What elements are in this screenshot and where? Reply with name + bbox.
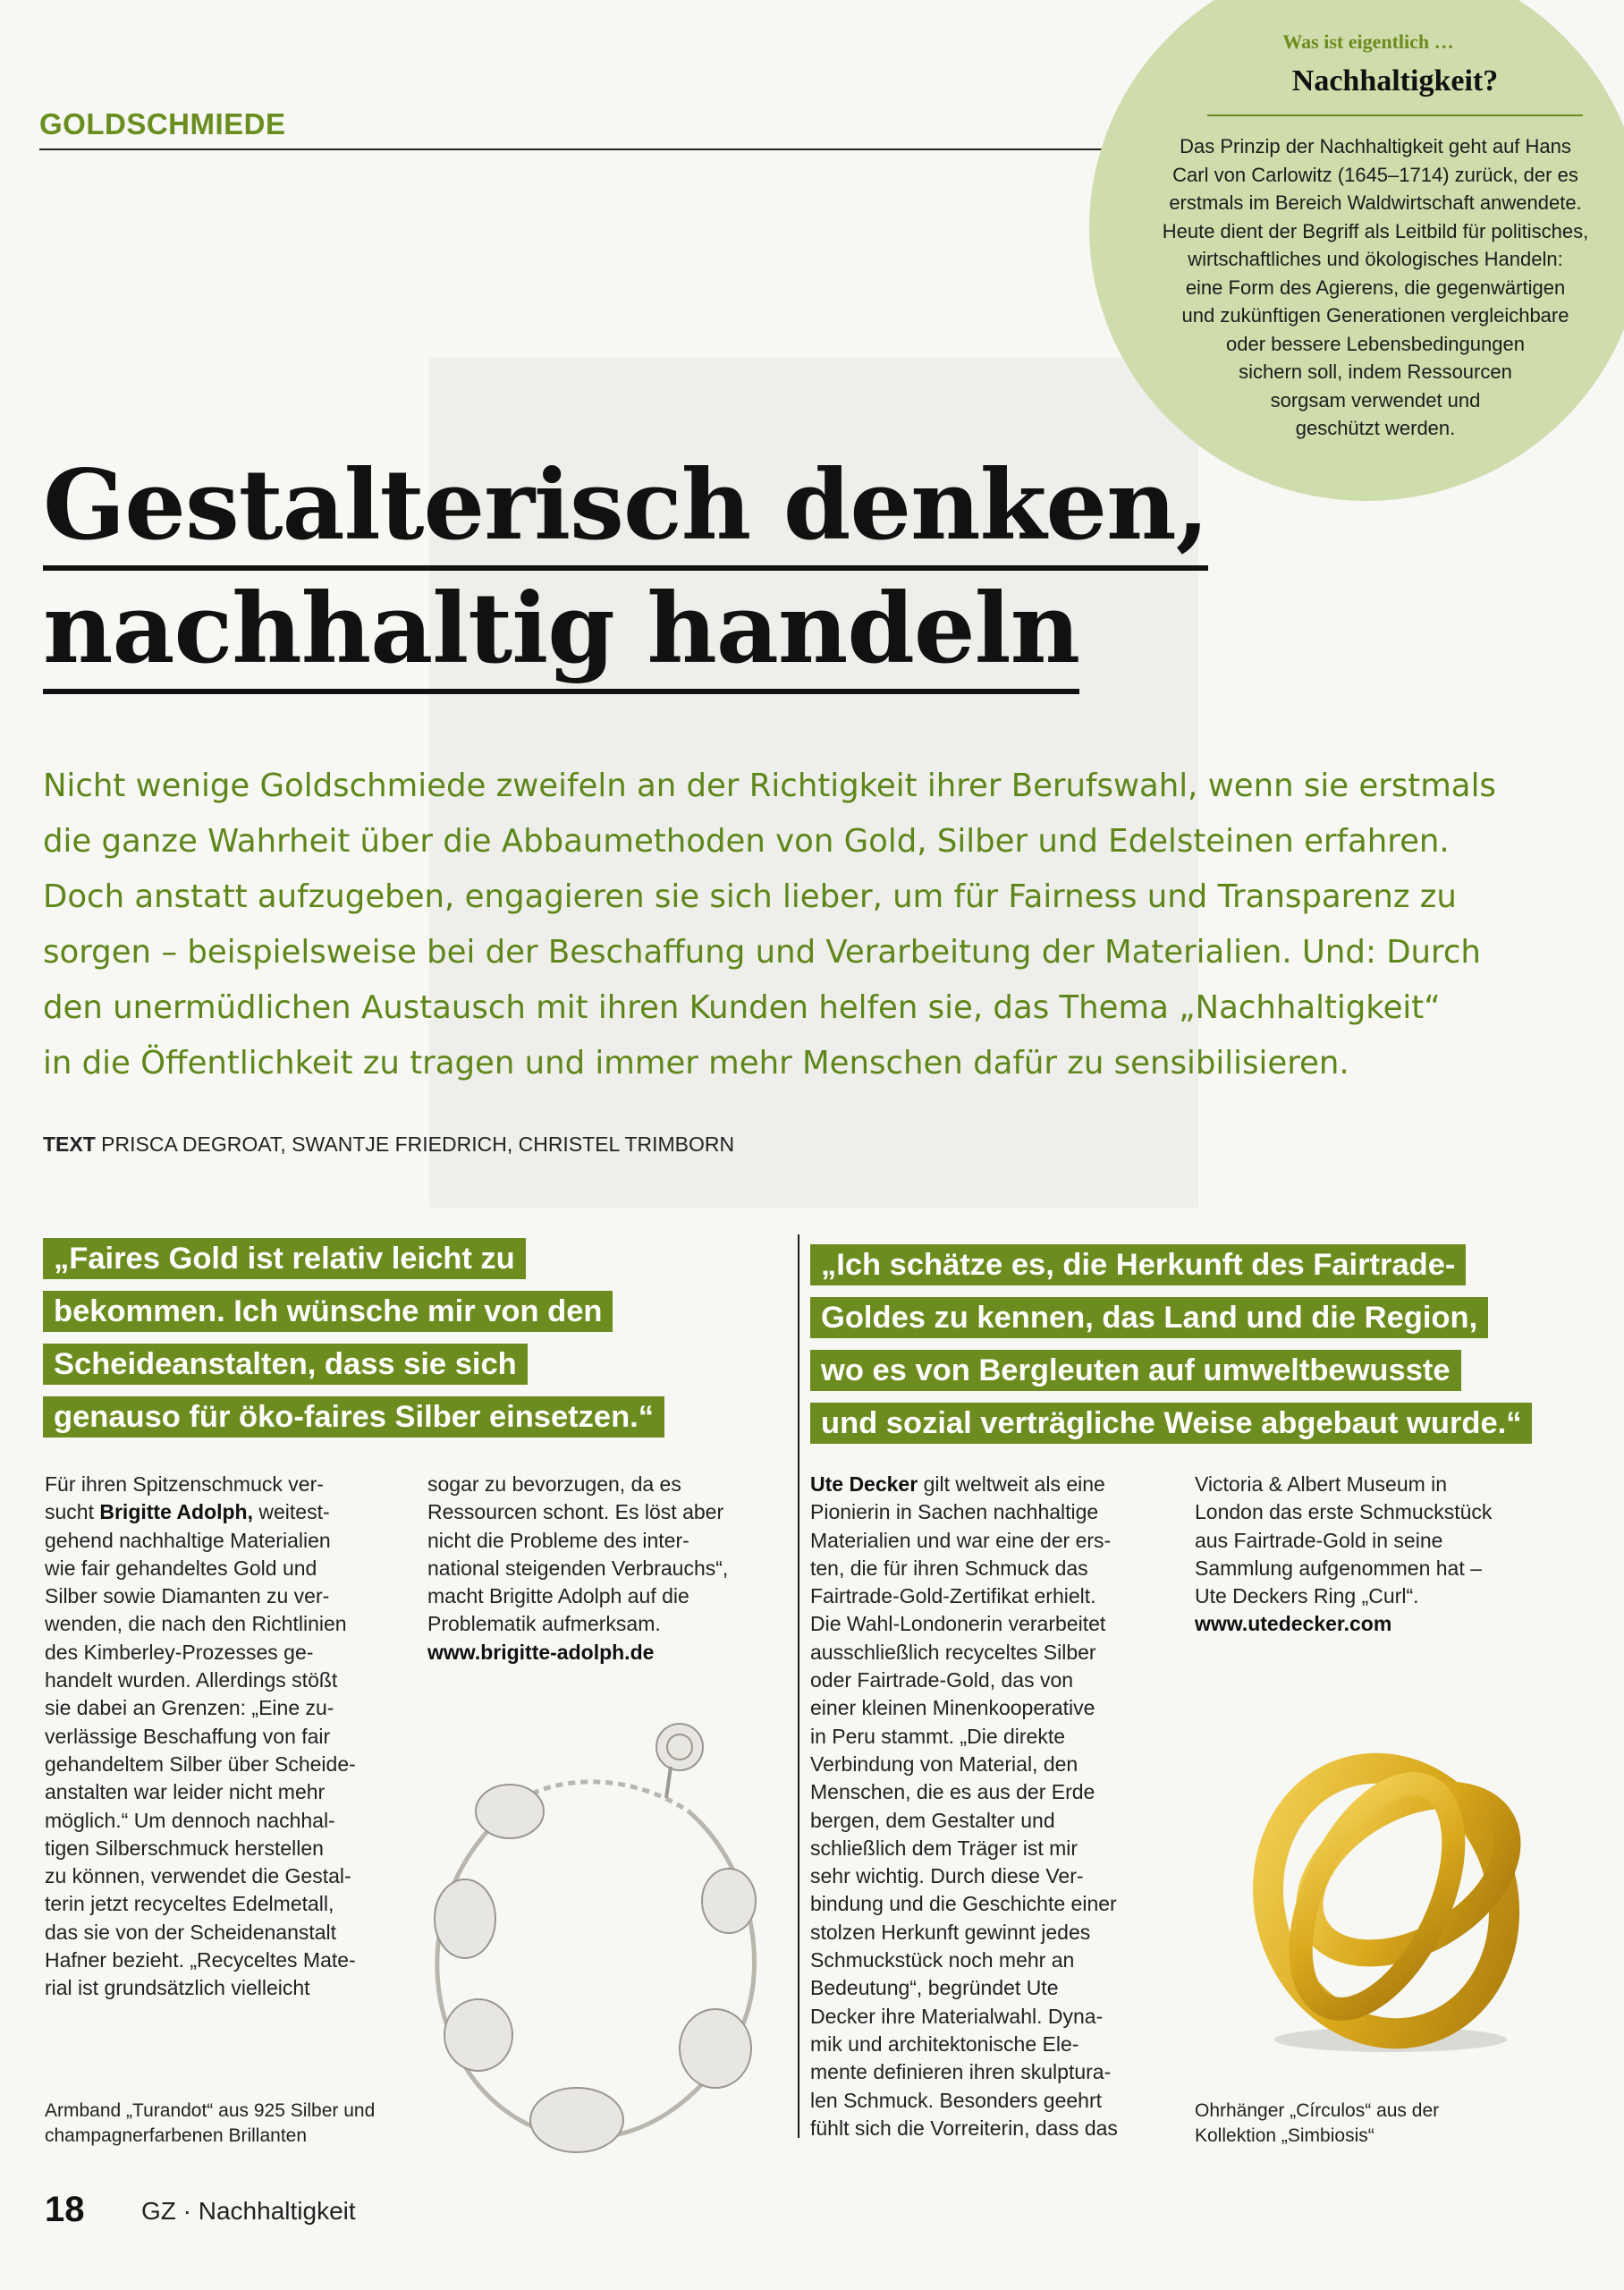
headline-line-2: nachhaltig handeln (43, 571, 1079, 694)
body-column-1 (45, 1471, 420, 2003)
body-line: bergen, dem Gestalter und (810, 1808, 1055, 1832)
body-line: wie fair gehandeltes Gold und (45, 1556, 317, 1580)
info-title-rule (1207, 114, 1583, 116)
quote-line: „Ich schätze es, die Herkunft des Fairtrade- (810, 1244, 1466, 1285)
quote-line: Goldes zu kennen, das Land und die Region, (810, 1297, 1488, 1338)
body-line: Menschen, die es aus der Erde (810, 1780, 1095, 1804)
quote-line: wo es von Bergleuten auf umweltbewusste (810, 1350, 1461, 1391)
body-line: Decker ihre Materialwahl. Dyna- (810, 2004, 1104, 2028)
pull-quote-left (43, 1233, 664, 1444)
body-line: das sie von der Scheidenanstalt (45, 1920, 337, 1944)
info-line: geschützt werden. (1295, 417, 1456, 439)
body-line: des Kimberley-Prozesses ge- (45, 1640, 314, 1664)
quote-line: bekommen. Ich wünsche mir von den (43, 1291, 613, 1332)
body-line: fühlt sich die Vorreiterin, dass das (810, 2116, 1118, 2140)
body-text: sucht (45, 1500, 100, 1524)
body-line: Problematik aufmerksam. (427, 1612, 661, 1636)
body-text: gilt weltweit als eine (918, 1472, 1105, 1496)
body-line: sie dabei an Grenzen: „Eine zu- (45, 1696, 334, 1720)
info-line: sichern soll, indem Ressourcen (1239, 360, 1512, 383)
body-line: ten, die für ihren Schmuck das (810, 1556, 1088, 1580)
body-line: macht Brigitte Adolph auf die (427, 1584, 689, 1608)
body-line: oder Fairtrade-Gold, das von (810, 1668, 1074, 1692)
quote-line: und sozial verträgliche Weise abgebaut wurde.“ (810, 1403, 1532, 1444)
body-line: Bedeutung“, begründet Ute (810, 1976, 1059, 2000)
body-line: terin jetzt recyceltes Edelmetall, (45, 1892, 334, 1916)
body-line (810, 1471, 1186, 1498)
body-line: bindung und die Geschichte einer (810, 1892, 1117, 1916)
lead-line: sorgen – beispielsweise bei der Beschaffung und Verarbeitung der Materialien. Und: Durch (43, 934, 1481, 971)
section-rule (39, 148, 1104, 150)
headline (43, 447, 1208, 694)
body-line (45, 1498, 420, 1526)
body-line: wenden, die nach den Richtlinien (45, 1612, 347, 1636)
designer-name: Ute Decker (810, 1472, 918, 1496)
body-line: Fairtrade-Gold-Zertifikat erhielt. (810, 1584, 1096, 1608)
earring-caption (1195, 2099, 1570, 2149)
body-line: aus Fairtrade-Gold in seine (1195, 1528, 1443, 1552)
body-line: Schmuckstück noch mehr an (810, 1948, 1075, 1972)
body-line: handelt wurden. Allerdings stößt (45, 1668, 338, 1692)
credit-authors: PRISCA DEGROAT, SWANTJE FRIEDRICH, CHRISTEL TRIMBORN (101, 1132, 735, 1156)
page-number: 18 (45, 2190, 85, 2229)
lead-line: die ganze Wahrheit über die Abbaumethoden von Gold, Silber und Edelsteinen erfahren. (43, 823, 1450, 860)
body-text: weitest- (253, 1500, 330, 1524)
body-line: Ressourcen schont. Es löst aber (427, 1500, 724, 1524)
body-line: Verbindung von Material, den (810, 1751, 1078, 1776)
body-line: einer kleinen Minenkooperative (810, 1696, 1095, 1720)
lead-line: Doch anstatt aufzugeben, engagieren sie sich lieber, um für Fairness und Transparenz zu (43, 878, 1457, 915)
quote-line: „Faires Gold ist relativ leicht zu (43, 1238, 526, 1279)
quote-line: genauso für öko-faires Silber einsetzen.“ (43, 1396, 664, 1438)
body-column-2 (427, 1471, 785, 1667)
body-line: tigen Silberschmuck herstellen (45, 1836, 324, 1860)
body-line: sehr wichtig. Durch diese Ver- (810, 1864, 1084, 1888)
body-column-4 (1195, 1471, 1588, 1639)
body-line: Materialien und war eine der ers- (810, 1528, 1112, 1552)
pull-quote-right (810, 1239, 1532, 1450)
info-title: Nachhaltigkeit? (1291, 64, 1499, 98)
body-line: national steigenden Verbrauchs“, (427, 1556, 729, 1580)
bracelet-image (411, 1713, 787, 2178)
body-line: London das erste Schmuckstück (1195, 1500, 1493, 1524)
body-line: mik und architektonische Ele- (810, 2031, 1079, 2056)
info-line: Carl von Carlowitz (1645–1714) zurück, der es (1172, 163, 1578, 186)
lead-line: Nicht wenige Goldschmiede zweifeln an der Richtigkeit ihrer Berufswahl, wenn sie erstmals (43, 768, 1496, 804)
body-line: Für ihren Spitzenschmuck ver- (45, 1472, 324, 1496)
headline-line-1: Gestalterisch denken, (43, 447, 1208, 571)
body-line: Hafner bezieht. „Recyceltes Mate- (45, 1948, 356, 1972)
caption-line: Ohrhänger „Círculos“ aus der (1195, 2100, 1440, 2121)
lead-line: in die Öffentlichkeit zu tragen und immer mehr Menschen dafür zu sensibilisieren. (43, 1045, 1349, 1081)
info-line: Das Prinzip der Nachhaltigkeit geht auf Hans (1180, 135, 1571, 157)
info-kicker: Was ist eigentlich … (1282, 30, 1454, 53)
info-line: wirtschaftliches und ökologisches Handeln: (1188, 248, 1563, 270)
body-line: Sammlung aufgenommen hat – (1195, 1556, 1482, 1580)
body-line: nicht die Probleme des inter- (427, 1528, 689, 1552)
credit-label: TEXT (43, 1132, 96, 1156)
info-body (1125, 132, 1624, 443)
quote-line: Scheideanstalten, dass sie sich (43, 1344, 528, 1385)
body-line: stolzen Herkunft gewinnt jedes (810, 1920, 1091, 1944)
body-line: Pionierin in Sachen nachhaltige (810, 1500, 1099, 1524)
designer-url-link[interactable]: www.utedecker.com (1195, 1612, 1392, 1636)
body-line: möglich.“ Um dennoch nachhal- (45, 1808, 335, 1832)
body-line: schließlich dem Träger ist mir (810, 1836, 1078, 1860)
body-line: gehandeltem Silber über Scheide- (45, 1751, 356, 1776)
body-line: Victoria & Albert Museum in (1195, 1472, 1448, 1496)
section-label: GOLDSCHMIEDE (39, 107, 286, 140)
publication-name: GZ · Nachhaltigkeit (141, 2197, 356, 2225)
lead-line: den unermüdlichen Austausch mit ihren Kunden helfen sie, das Thema „Nachhaltigkeit“ (43, 989, 1441, 1026)
body-line: in Peru stammt. „Die direkte (810, 1724, 1066, 1748)
info-line: sorgsam verwendet und (1270, 388, 1481, 411)
lead-paragraph (43, 759, 1563, 1091)
body-line: len Schmuck. Besonders geehrt (810, 2088, 1103, 2112)
body-line: zu können, verwendet die Gestal- (45, 1864, 351, 1888)
info-line: und zukünftigen Generationen vergleichbare (1181, 304, 1569, 327)
designer-url-link[interactable]: www.brigitte-adolph.de (427, 1640, 655, 1664)
designer-name: Brigitte Adolph, (99, 1500, 253, 1524)
body-line: gehend nachhaltige Materialien (45, 1528, 331, 1552)
info-line: eine Form des Agierens, die gegenwärtigen (1185, 276, 1566, 299)
body-line: Ute Deckers Ring „Curl“. (1195, 1584, 1419, 1608)
caption-line: champagnerfarbenen Brillanten (45, 2125, 308, 2146)
author-credit (43, 1132, 734, 1157)
bracelet-caption (45, 2099, 420, 2149)
earring-image (1198, 1704, 1574, 2080)
info-line: oder bessere Lebensbedingungen (1226, 332, 1525, 355)
caption-line: Kollektion „Simbiosis“ (1195, 2125, 1374, 2146)
body-line: anstalten war leider nicht mehr (45, 1780, 326, 1804)
body-line: Die Wahl-Londonerin verarbeitet (810, 1612, 1106, 1636)
info-line: Heute dient der Begriff als Leitbild für politisches, (1162, 219, 1589, 242)
column-divider (798, 1234, 799, 2138)
body-column-3 (810, 1471, 1186, 2142)
info-line: erstmals im Bereich Waldwirtschaft anwendete. (1169, 191, 1582, 214)
caption-line: Armband „Turandot“ aus 925 Silber und (45, 2100, 376, 2121)
body-line: mente definieren ihren skulptura- (810, 2060, 1112, 2084)
bleed-through-text (36, 295, 70, 420)
body-line: verlässige Beschaffung von fair (45, 1724, 331, 1748)
body-line: sogar zu bevorzugen, da es (427, 1472, 681, 1496)
body-line: ausschließlich recyceltes Silber (810, 1640, 1096, 1664)
body-line: Silber sowie Diamanten zu ver- (45, 1584, 330, 1608)
body-line: rial ist grundsätzlich vielleicht (45, 1976, 310, 2000)
